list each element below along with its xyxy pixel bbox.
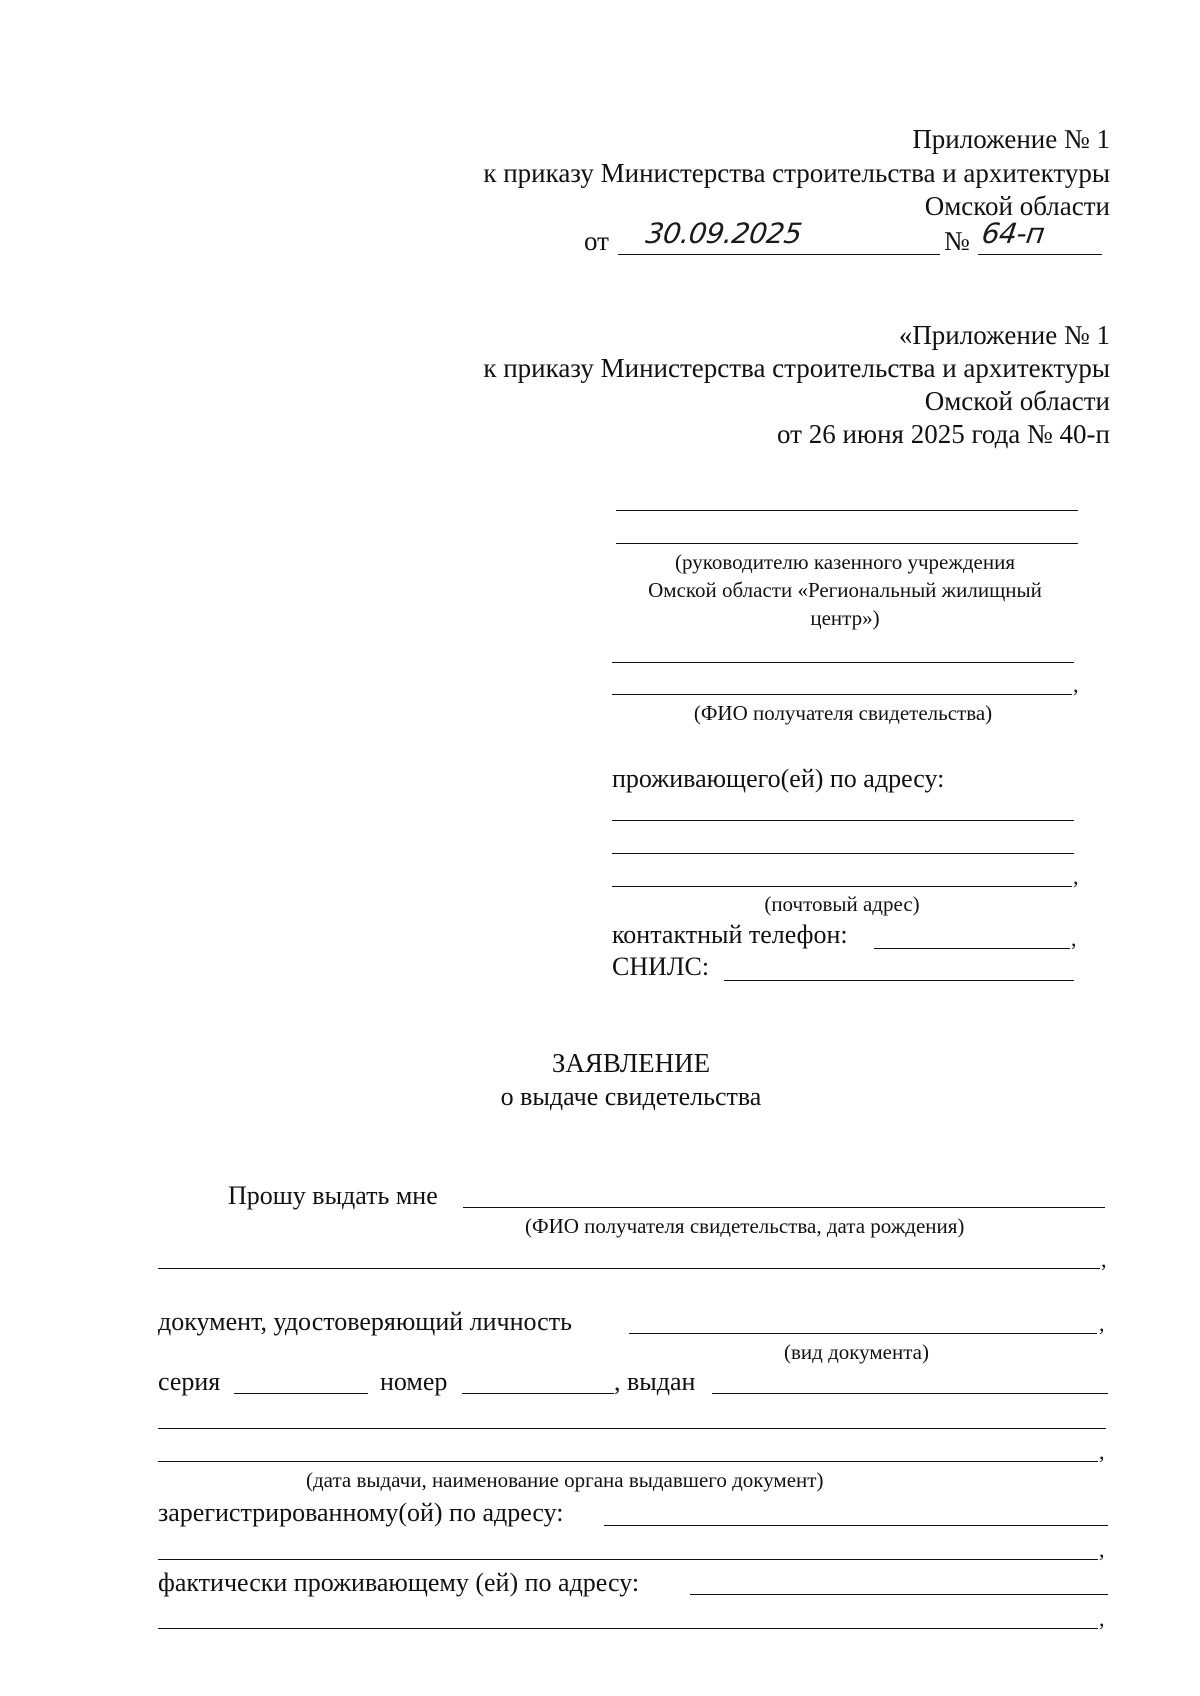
snils-label: СНИЛС: xyxy=(612,952,710,981)
comma: , xyxy=(1073,672,1079,697)
comma: , xyxy=(1099,1606,1105,1631)
snils-field-line[interactable] xyxy=(724,980,1074,981)
order-appendix-title: Приложение № 1 xyxy=(912,124,1110,154)
request-caption: (ФИО получателя свидетельства, дата рождения) xyxy=(525,1214,965,1238)
actual-address-line-2[interactable] xyxy=(158,1628,1098,1629)
recipient-line-1[interactable] xyxy=(616,510,1078,511)
actual-address-line-1[interactable] xyxy=(690,1594,1108,1595)
prior-appendix-title: «Приложение № 1 xyxy=(898,320,1110,350)
comma: , xyxy=(1099,1537,1105,1562)
series-field-line[interactable] xyxy=(234,1393,368,1394)
comma: , xyxy=(1099,1439,1105,1464)
recipient-caption-2: Омской области «Региональный жилищный xyxy=(648,578,1042,602)
order-from-label: от xyxy=(584,226,609,256)
prior-region-line: Омской области xyxy=(924,386,1110,416)
request-label: Прошу выдать мне xyxy=(228,1181,438,1210)
issued-caption: (дата выдачи, наименование органа выдавшего документ) xyxy=(306,1468,824,1492)
comma: , xyxy=(1073,864,1079,889)
issued-by-line[interactable] xyxy=(712,1393,1108,1394)
order-date-line xyxy=(618,254,940,255)
actual-address-label: фактически проживающему (ей) по адресу: xyxy=(158,1568,640,1597)
series-label: серия xyxy=(158,1367,221,1396)
statement-subtitle: о выдаче свидетельства xyxy=(500,1082,762,1111)
residing-label: проживающего(ей) по адресу: xyxy=(612,764,945,793)
id-document-label: документ, удостоверяющий личность xyxy=(158,1307,572,1336)
registered-address-line-1[interactable] xyxy=(604,1525,1108,1526)
applicant-name-line-1[interactable] xyxy=(612,662,1074,663)
postal-address-line-2[interactable] xyxy=(612,853,1074,854)
order-number-handwritten: 64-п xyxy=(979,217,1047,250)
request-continuation-line[interactable] xyxy=(158,1268,1100,1269)
order-region-line: Омской области xyxy=(924,191,1110,221)
postal-address-line-1[interactable] xyxy=(612,820,1074,821)
recipient-line-2[interactable] xyxy=(616,543,1078,544)
recipient-caption-1: (руководителю казенного учреждения xyxy=(674,550,1016,574)
statement-title: ЗАЯВЛЕНИЕ xyxy=(551,1048,711,1078)
comma: , xyxy=(1099,1311,1105,1336)
prior-date-line: от 26 июня 2025 года № 40-п xyxy=(777,419,1110,449)
registered-address-line-2[interactable] xyxy=(158,1559,1098,1560)
order-number-label: № xyxy=(944,226,970,256)
number-field-line[interactable] xyxy=(462,1393,614,1394)
issued-by-line-3[interactable] xyxy=(158,1461,1098,1462)
order-number-line xyxy=(978,254,1102,255)
order-ministry-line: к приказу Министерства строительства и архитектуры xyxy=(483,158,1110,188)
recipient-caption-3: центр») xyxy=(810,606,880,630)
issued-by-line-2[interactable] xyxy=(158,1428,1106,1429)
request-name-line[interactable] xyxy=(463,1207,1105,1208)
registered-address-label: зарегистрированному(ой) по адресу: xyxy=(158,1498,564,1527)
comma: , xyxy=(1071,926,1077,951)
id-document-caption: (вид документа) xyxy=(784,1340,929,1364)
id-document-line[interactable] xyxy=(629,1333,1097,1334)
order-date-handwritten: 30.09.2025 xyxy=(643,217,804,250)
issued-label: , выдан xyxy=(614,1367,696,1396)
postal-address-caption: (почтовый адрес) xyxy=(764,892,920,916)
applicant-name-line-2[interactable] xyxy=(612,694,1072,695)
prior-ministry-line: к приказу Министерства строительства и архитектуры xyxy=(483,353,1110,383)
postal-address-line-3[interactable] xyxy=(612,886,1072,887)
phone-field-line[interactable] xyxy=(874,948,1070,949)
phone-label: контактный телефон: xyxy=(612,920,848,949)
applicant-name-caption: (ФИО получателя свидетельства) xyxy=(693,701,993,725)
comma: , xyxy=(1101,1247,1107,1272)
number-label: номер xyxy=(380,1367,448,1396)
